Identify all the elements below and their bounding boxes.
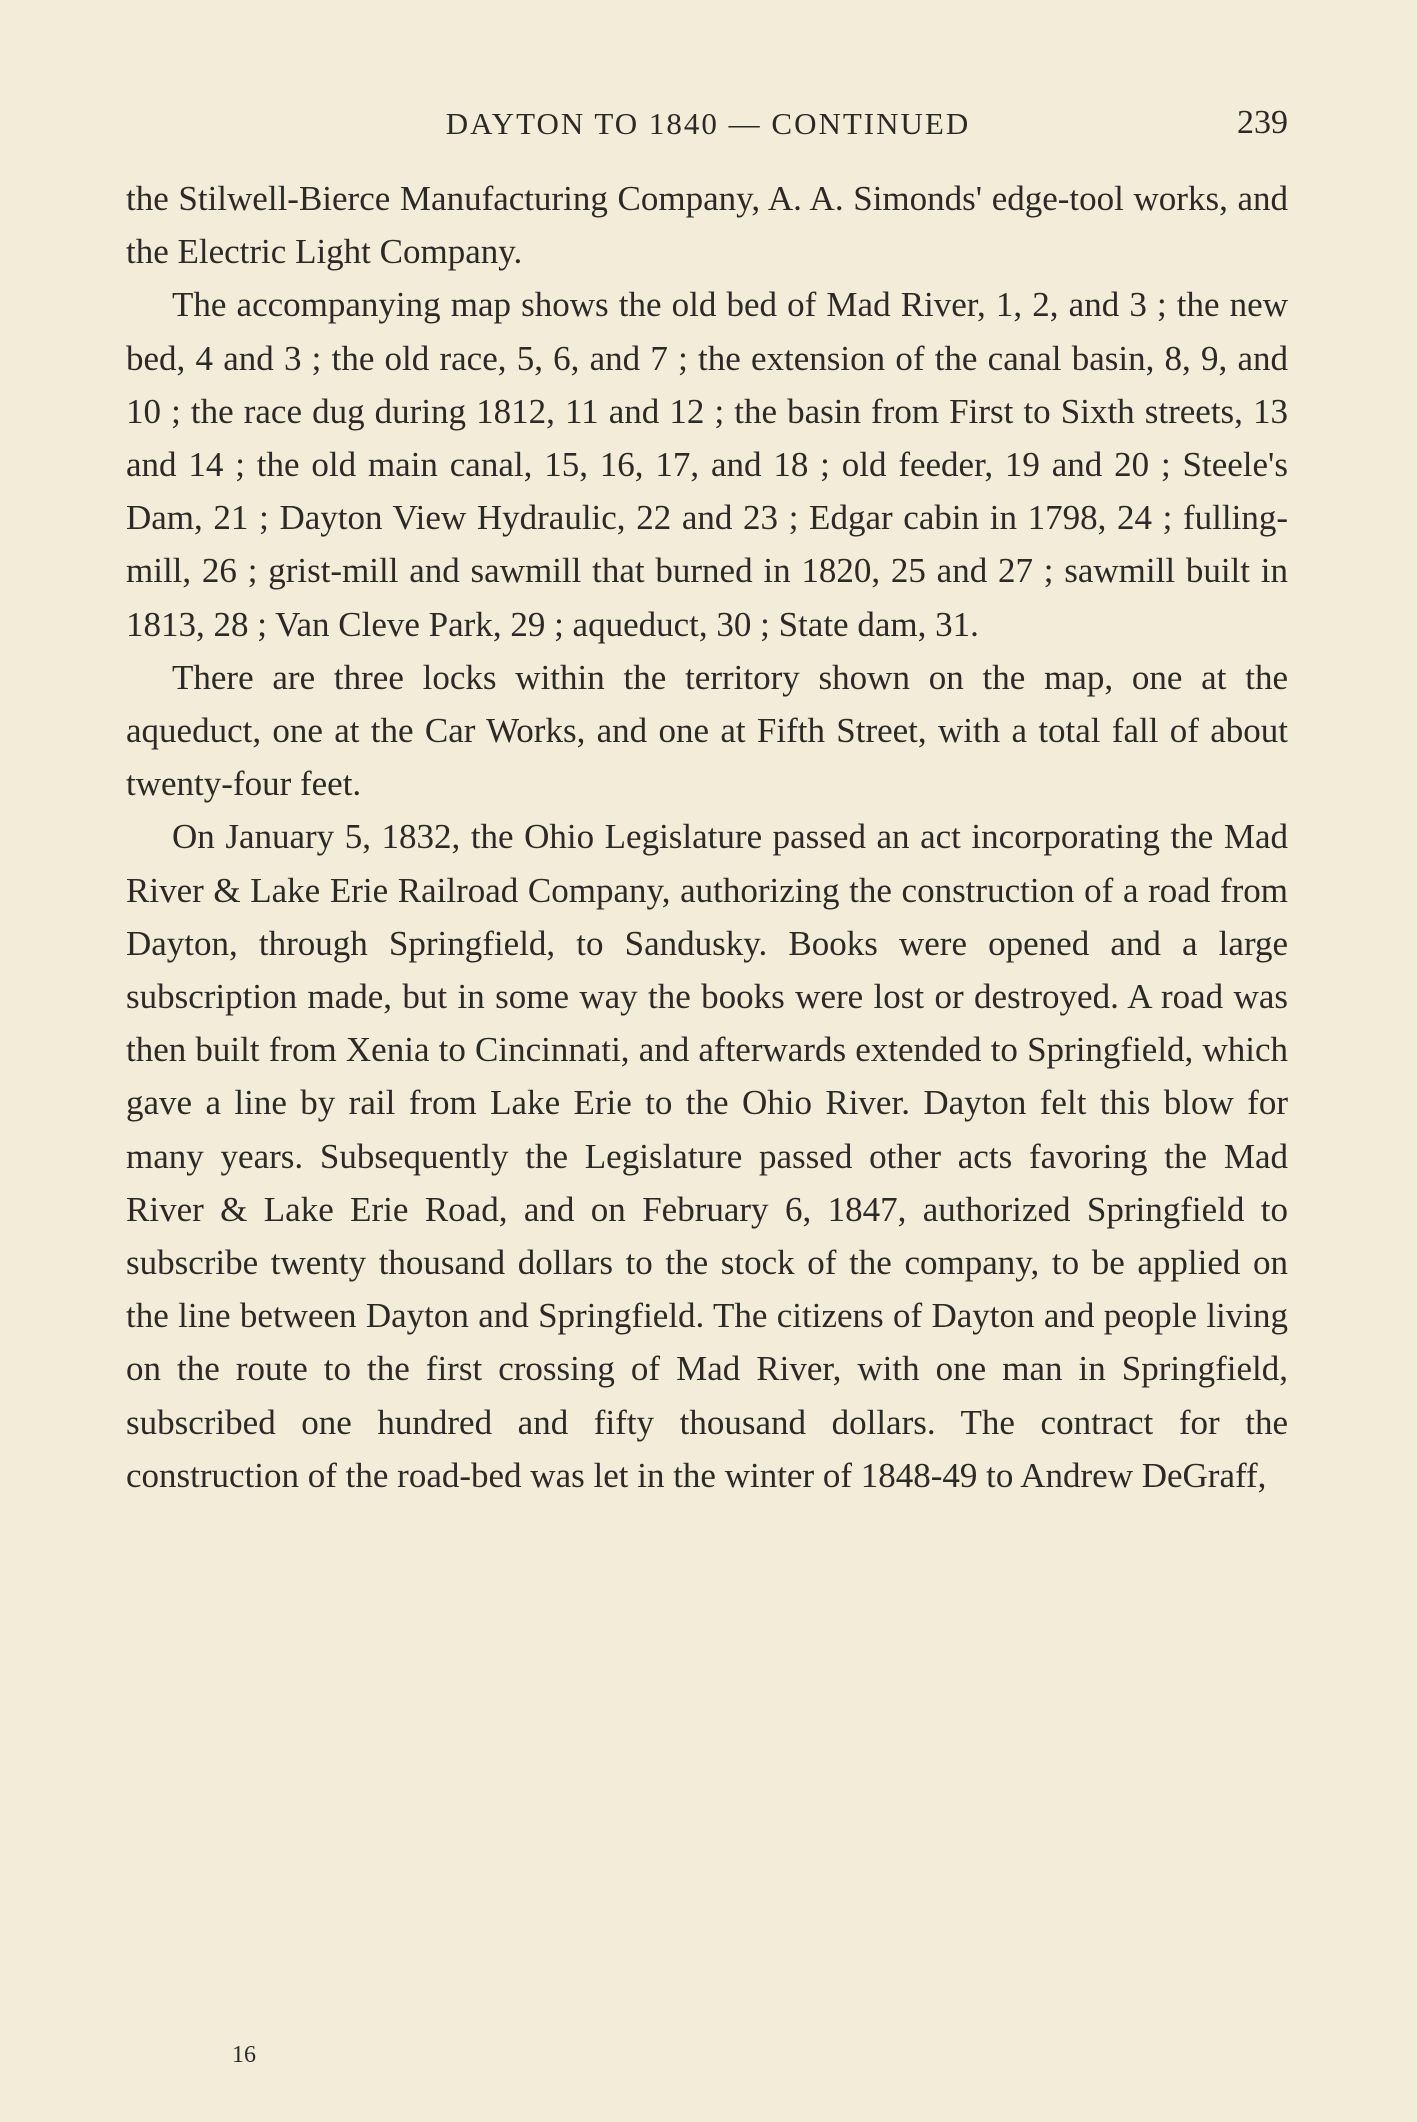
paragraph-locks: There are three locks within the territory shown on the map, one at the aqueduct, one at the Car Works, and one at Fifth Street, with a total fall of about twenty-four feet. [126,657,1288,804]
page-number: 239 [1237,104,1288,141]
running-head [128,100,1288,150]
paragraph-map-legend: The accompanying map shows the old bed of Mad River, 1, 2, and 3 ; the new bed, 4 and 3 ; the old race, 5, 6, and 7 ; the extension of the canal basin, 8, 9, and 10 ; the race dug during 1812, 11 and 12 ; the basin from First to Sixth streets, 13 and 14 ; the old main canal, 15, 16, 17, and 18 ; old feeder, 19 and 20 ; Steele's Dam, 21 ; Dayton View Hydraulic, 22 and 23 ; Edgar cabin in 1798, 24 ; fulling-mill, 26 ; grist-mill and sawmill that burned in 1820, 25 and 27 ; sawmill built in 1813, 28 ; Van Cleve Park, 29 ; aqueduct, 30 ; State dam, 31. [126,285,1288,644]
paragraph-continued: the Stilwell-Bierce Manufacturing Company, A. A. Simonds' edge-tool works, and the Electric Light Company. [126,179,1288,272]
signature-mark: 16 [232,2042,256,2068]
running-title: DAYTON TO 1840 — CONTINUED [445,106,971,141]
paragraph-railroad: On January 5, 1832, the Ohio Legislature passed an act incorporating the Mad River & Lake Erie Railroad Company, authorizing the construction of a road from Dayton, through Springfield, to Sandusky. Books were opened and a large subscription made, but in some way the books were lost or destroyed. A road was then built from Xenia to Cincinnati, and afterwards extended to Springfield, which gave a line by rail from Lake Erie to the Ohio River. Dayton felt this blow for many years. Subsequently the Legislature passed other acts favoring the Mad River & Lake Erie Road, and on February 6, 1847, authorized Springfield to subscribe twenty thousand dollars to the stock of the company, to be applied on the line between Dayton and Springfield. The citizens of Dayton and people living on the route to the first crossing of Mad River, with one man in Springfield, subscribed one hundred and fifty thousand dollars. The contract for the construction of the road-bed was let in the winter of 1848-49 to Andrew DeGraff, [126,817,1288,1495]
body-text [126,172,1288,1502]
